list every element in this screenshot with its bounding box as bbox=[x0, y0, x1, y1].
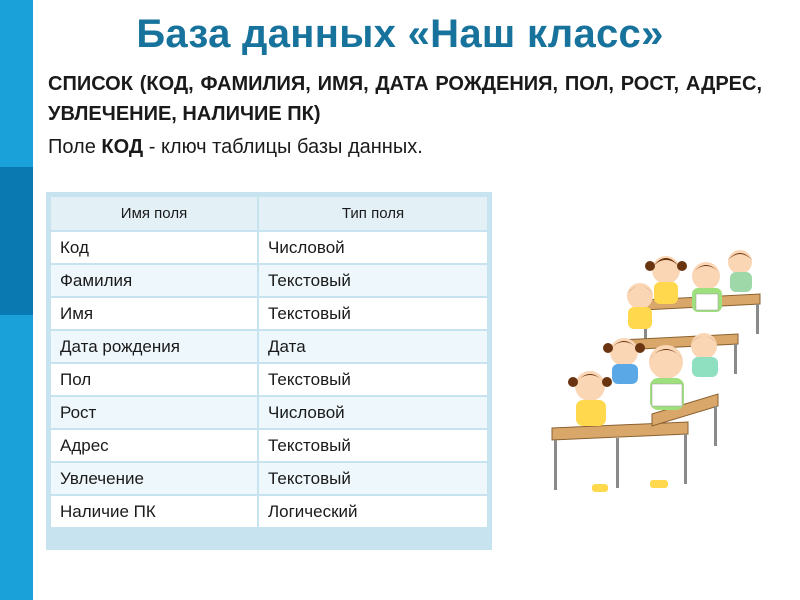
field-name-cell: Дата рождения bbox=[50, 330, 258, 363]
table-row bbox=[50, 495, 488, 528]
field-type-cell: Дата bbox=[258, 330, 488, 363]
field-type-cell: Числовой bbox=[258, 396, 488, 429]
field-type-cell: Текстовый bbox=[258, 297, 488, 330]
table-row bbox=[50, 297, 488, 330]
table-row bbox=[50, 330, 488, 363]
student-back-boy-2 bbox=[728, 250, 752, 292]
key-note-suffix: - ключ таблицы базы данных. bbox=[143, 136, 423, 158]
key-note-prefix: Поле bbox=[48, 136, 102, 158]
fields-table-frame bbox=[46, 192, 492, 550]
table-row bbox=[50, 264, 488, 297]
field-name-cell: Имя bbox=[50, 297, 258, 330]
student-middle-girl bbox=[603, 338, 645, 384]
field-name-cell: Адрес bbox=[50, 429, 258, 462]
schema-list-text: СПИСОК (КОД, ФАМИЛИЯ, ИМЯ, ДАТА РОЖДЕНИЯ, ПОЛ, РОСТ, АДРЕС, УВЛЕЧЕНИЕ, НАЛИЧИЕ ПК) bbox=[48, 73, 762, 125]
table-row bbox=[50, 231, 488, 264]
field-type-cell: Текстовый bbox=[258, 429, 488, 462]
slide-title: База данных «Наш класс» bbox=[136, 12, 664, 56]
field-name-cell: Код bbox=[50, 231, 258, 264]
table-row bbox=[50, 396, 488, 429]
field-type-cell: Логический bbox=[258, 495, 488, 528]
student-middle-boy bbox=[691, 333, 718, 377]
field-name-cell: Пол bbox=[50, 363, 258, 396]
field-name-cell: Фамилия bbox=[50, 264, 258, 297]
field-type-cell: Текстовый bbox=[258, 264, 488, 297]
key-field-name: КОД bbox=[101, 136, 144, 158]
field-type-cell: Текстовый bbox=[258, 363, 488, 396]
table-header-row bbox=[50, 196, 488, 231]
field-type-cell: Текстовый bbox=[258, 462, 488, 495]
classroom-students-illustration bbox=[548, 248, 770, 498]
field-type-cell: Числовой bbox=[258, 231, 488, 264]
table-row bbox=[50, 363, 488, 396]
side-accent-bar-dark-segment bbox=[0, 167, 33, 315]
student-back-boy bbox=[692, 262, 722, 312]
side-accent-bar bbox=[0, 0, 33, 600]
table-row bbox=[50, 462, 488, 495]
field-name-cell: Увлечение bbox=[50, 462, 258, 495]
header-field-type: Тип поля bbox=[258, 196, 488, 231]
header-field-name: Имя поля bbox=[50, 196, 258, 231]
field-name-cell: Рост bbox=[50, 396, 258, 429]
fields-table bbox=[49, 195, 489, 529]
table-row bbox=[50, 429, 488, 462]
primary-key-note bbox=[48, 136, 423, 159]
field-name-cell: Наличие ПК bbox=[50, 495, 258, 528]
